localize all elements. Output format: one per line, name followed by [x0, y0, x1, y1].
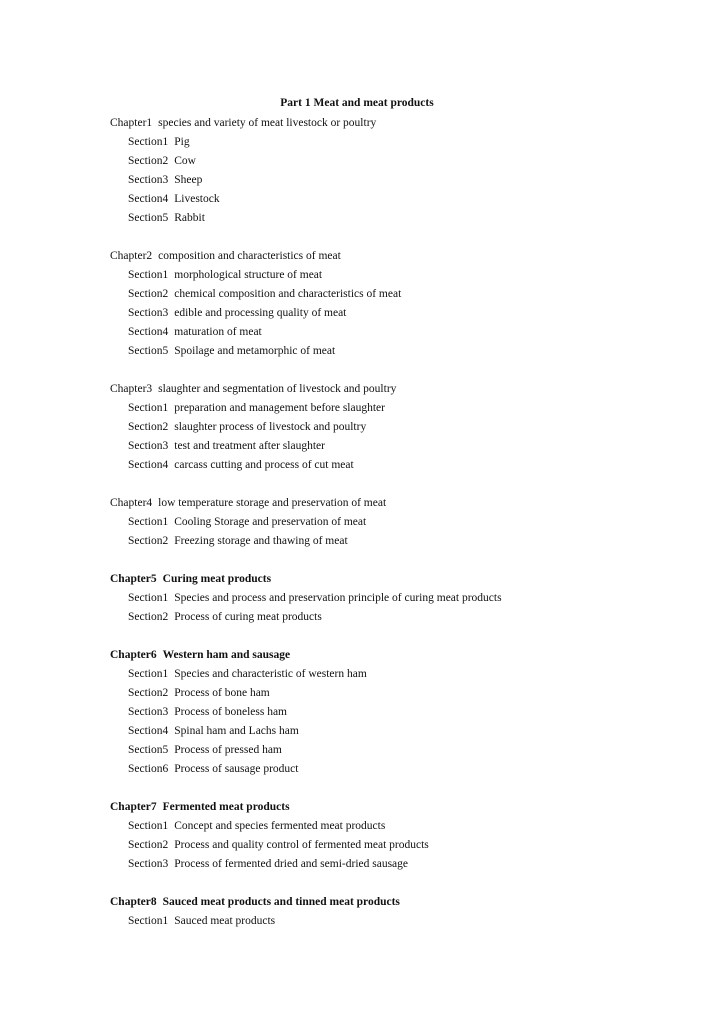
section-entry: [110, 686, 710, 705]
section-label: Section5: [128, 345, 169, 357]
chapter-block: [110, 116, 710, 230]
section-label: Section4: [128, 326, 169, 338]
chapter-heading: [110, 249, 710, 268]
section-title: Process of pressed ham: [174, 744, 282, 756]
section-label: Section1: [128, 820, 169, 832]
section-label: Section5: [128, 744, 169, 756]
section-label: Section2: [128, 288, 169, 300]
section-label: Section1: [128, 668, 169, 680]
section-label: Section2: [128, 535, 169, 547]
section-title: preparation and management before slaughter: [174, 402, 385, 414]
section-title: maturation of meat: [174, 326, 262, 338]
chapter-label: Chapter7: [110, 801, 157, 813]
section-entry: [110, 610, 710, 629]
chapter-heading: [110, 800, 710, 819]
section-entry: [110, 268, 710, 287]
chapter-label: Chapter5: [110, 573, 157, 585]
section-title: carcass cutting and process of cut meat: [174, 459, 354, 471]
section-label: Section1: [128, 915, 169, 927]
chapter-heading: [110, 382, 710, 401]
chapter-heading: [110, 496, 710, 515]
section-label: Section3: [128, 706, 169, 718]
section-title: Spinal ham and Lachs ham: [174, 725, 299, 737]
chapter-title: slaughter and segmentation of livestock and poultry: [158, 383, 397, 395]
chapter-block: [110, 382, 710, 477]
part-title: Part 1 Meat and meat products: [280, 97, 434, 109]
section-title: Process of sausage product: [174, 763, 299, 775]
section-label: Section1: [128, 516, 169, 528]
section-title: Concept and species fermented meat products: [174, 820, 386, 832]
section-entry: [110, 762, 710, 781]
section-label: Section2: [128, 155, 169, 167]
section-title: Freezing storage and thawing of meat: [174, 535, 348, 547]
chapter-title: Sauced meat products and tinned meat products: [162, 896, 400, 908]
section-entry: [110, 135, 710, 154]
section-label: Section1: [128, 592, 169, 604]
chapter-heading: [110, 648, 710, 667]
chapter-block: [110, 800, 710, 876]
section-label: Section1: [128, 269, 169, 281]
section-label: Section4: [128, 459, 169, 471]
section-entry: [110, 439, 710, 458]
section-label: Section1: [128, 136, 169, 148]
section-label: Section6: [128, 763, 169, 775]
section-label: Section3: [128, 307, 169, 319]
section-title: Rabbit: [174, 212, 205, 224]
section-title: Species and process and preservation principle of curing meat products: [174, 592, 502, 604]
section-label: Section2: [128, 687, 169, 699]
section-label: Section3: [128, 858, 169, 870]
section-entry: [110, 192, 710, 211]
section-label: Section4: [128, 193, 169, 205]
section-label: Section2: [128, 611, 169, 623]
section-title: Spoilage and metamorphic of meat: [174, 345, 336, 357]
section-title: Sauced meat products: [174, 915, 276, 927]
section-entry: [110, 211, 710, 230]
section-entry: [110, 534, 710, 553]
chapter-label: Chapter8: [110, 896, 157, 908]
section-entry: [110, 724, 710, 743]
section-title: edible and processing quality of meat: [174, 307, 347, 319]
section-label: Section5: [128, 212, 169, 224]
section-entry: [110, 458, 710, 477]
section-title: Species and characteristic of western ham: [174, 668, 367, 680]
section-title: Process of fermented dried and semi-dried sausage: [174, 858, 409, 870]
section-entry: [110, 743, 710, 762]
section-title: Process of bone ham: [174, 687, 270, 699]
section-title: morphological structure of meat: [174, 269, 323, 281]
section-label: Section2: [128, 421, 169, 433]
chapter-block: [110, 572, 710, 629]
chapter-label: Chapter3: [110, 383, 153, 395]
chapter-heading: [110, 572, 710, 591]
chapter-label: Chapter2: [110, 250, 153, 262]
section-title: test and treatment after slaughter: [174, 440, 325, 452]
section-title: Sheep: [174, 174, 203, 186]
section-label: Section4: [128, 725, 169, 737]
chapter-block: [110, 895, 710, 933]
section-entry: [110, 591, 710, 610]
chapter-title: Curing meat products: [162, 573, 272, 585]
section-entry: [110, 306, 710, 325]
section-entry: [110, 515, 710, 534]
section-label: Section3: [128, 440, 169, 452]
chapter-block: [110, 249, 710, 363]
chapter-title: species and variety of meat livestock or poultry: [158, 117, 377, 129]
section-title: slaughter process of livestock and poultry: [174, 421, 367, 433]
chapter-label: Chapter6: [110, 649, 157, 661]
section-entry: [110, 857, 710, 876]
section-label: Section1: [128, 402, 169, 414]
chapter-title: composition and characteristics of meat: [158, 250, 341, 262]
chapter-block: [110, 648, 710, 781]
section-entry: [110, 705, 710, 724]
section-title: Livestock: [174, 193, 220, 205]
section-title: Process and quality control of fermented meat products: [174, 839, 429, 851]
section-entry: [110, 401, 710, 420]
section-label: Section3: [128, 174, 169, 186]
section-title: Process of boneless ham: [174, 706, 287, 718]
section-title: Cow: [174, 155, 196, 167]
section-title: Process of curing meat products: [174, 611, 322, 623]
chapter-title: Western ham and sausage: [162, 649, 291, 661]
section-entry: [110, 173, 710, 192]
section-title: Cooling Storage and preservation of meat: [174, 516, 367, 528]
section-entry: [110, 287, 710, 306]
section-entry: [110, 154, 710, 173]
chapter-label: Chapter4: [110, 497, 153, 509]
section-entry: [110, 819, 710, 838]
chapter-title: low temperature storage and preservation of meat: [158, 497, 387, 509]
section-title: Pig: [174, 136, 190, 148]
chapter-block: [110, 496, 710, 553]
chapter-title: Fermented meat products: [162, 801, 290, 813]
chapter-heading: [110, 895, 710, 914]
chapter-label: Chapter1: [110, 117, 153, 129]
section-entry: [110, 420, 710, 439]
section-label: Section2: [128, 839, 169, 851]
section-title: chemical composition and characteristics of meat: [174, 288, 402, 300]
section-entry: [110, 838, 710, 857]
section-entry: [110, 344, 710, 363]
chapter-heading: [110, 116, 710, 135]
section-entry: [110, 667, 710, 686]
section-entry: [110, 325, 710, 344]
table-of-contents: [110, 116, 710, 952]
section-entry: [110, 914, 710, 933]
